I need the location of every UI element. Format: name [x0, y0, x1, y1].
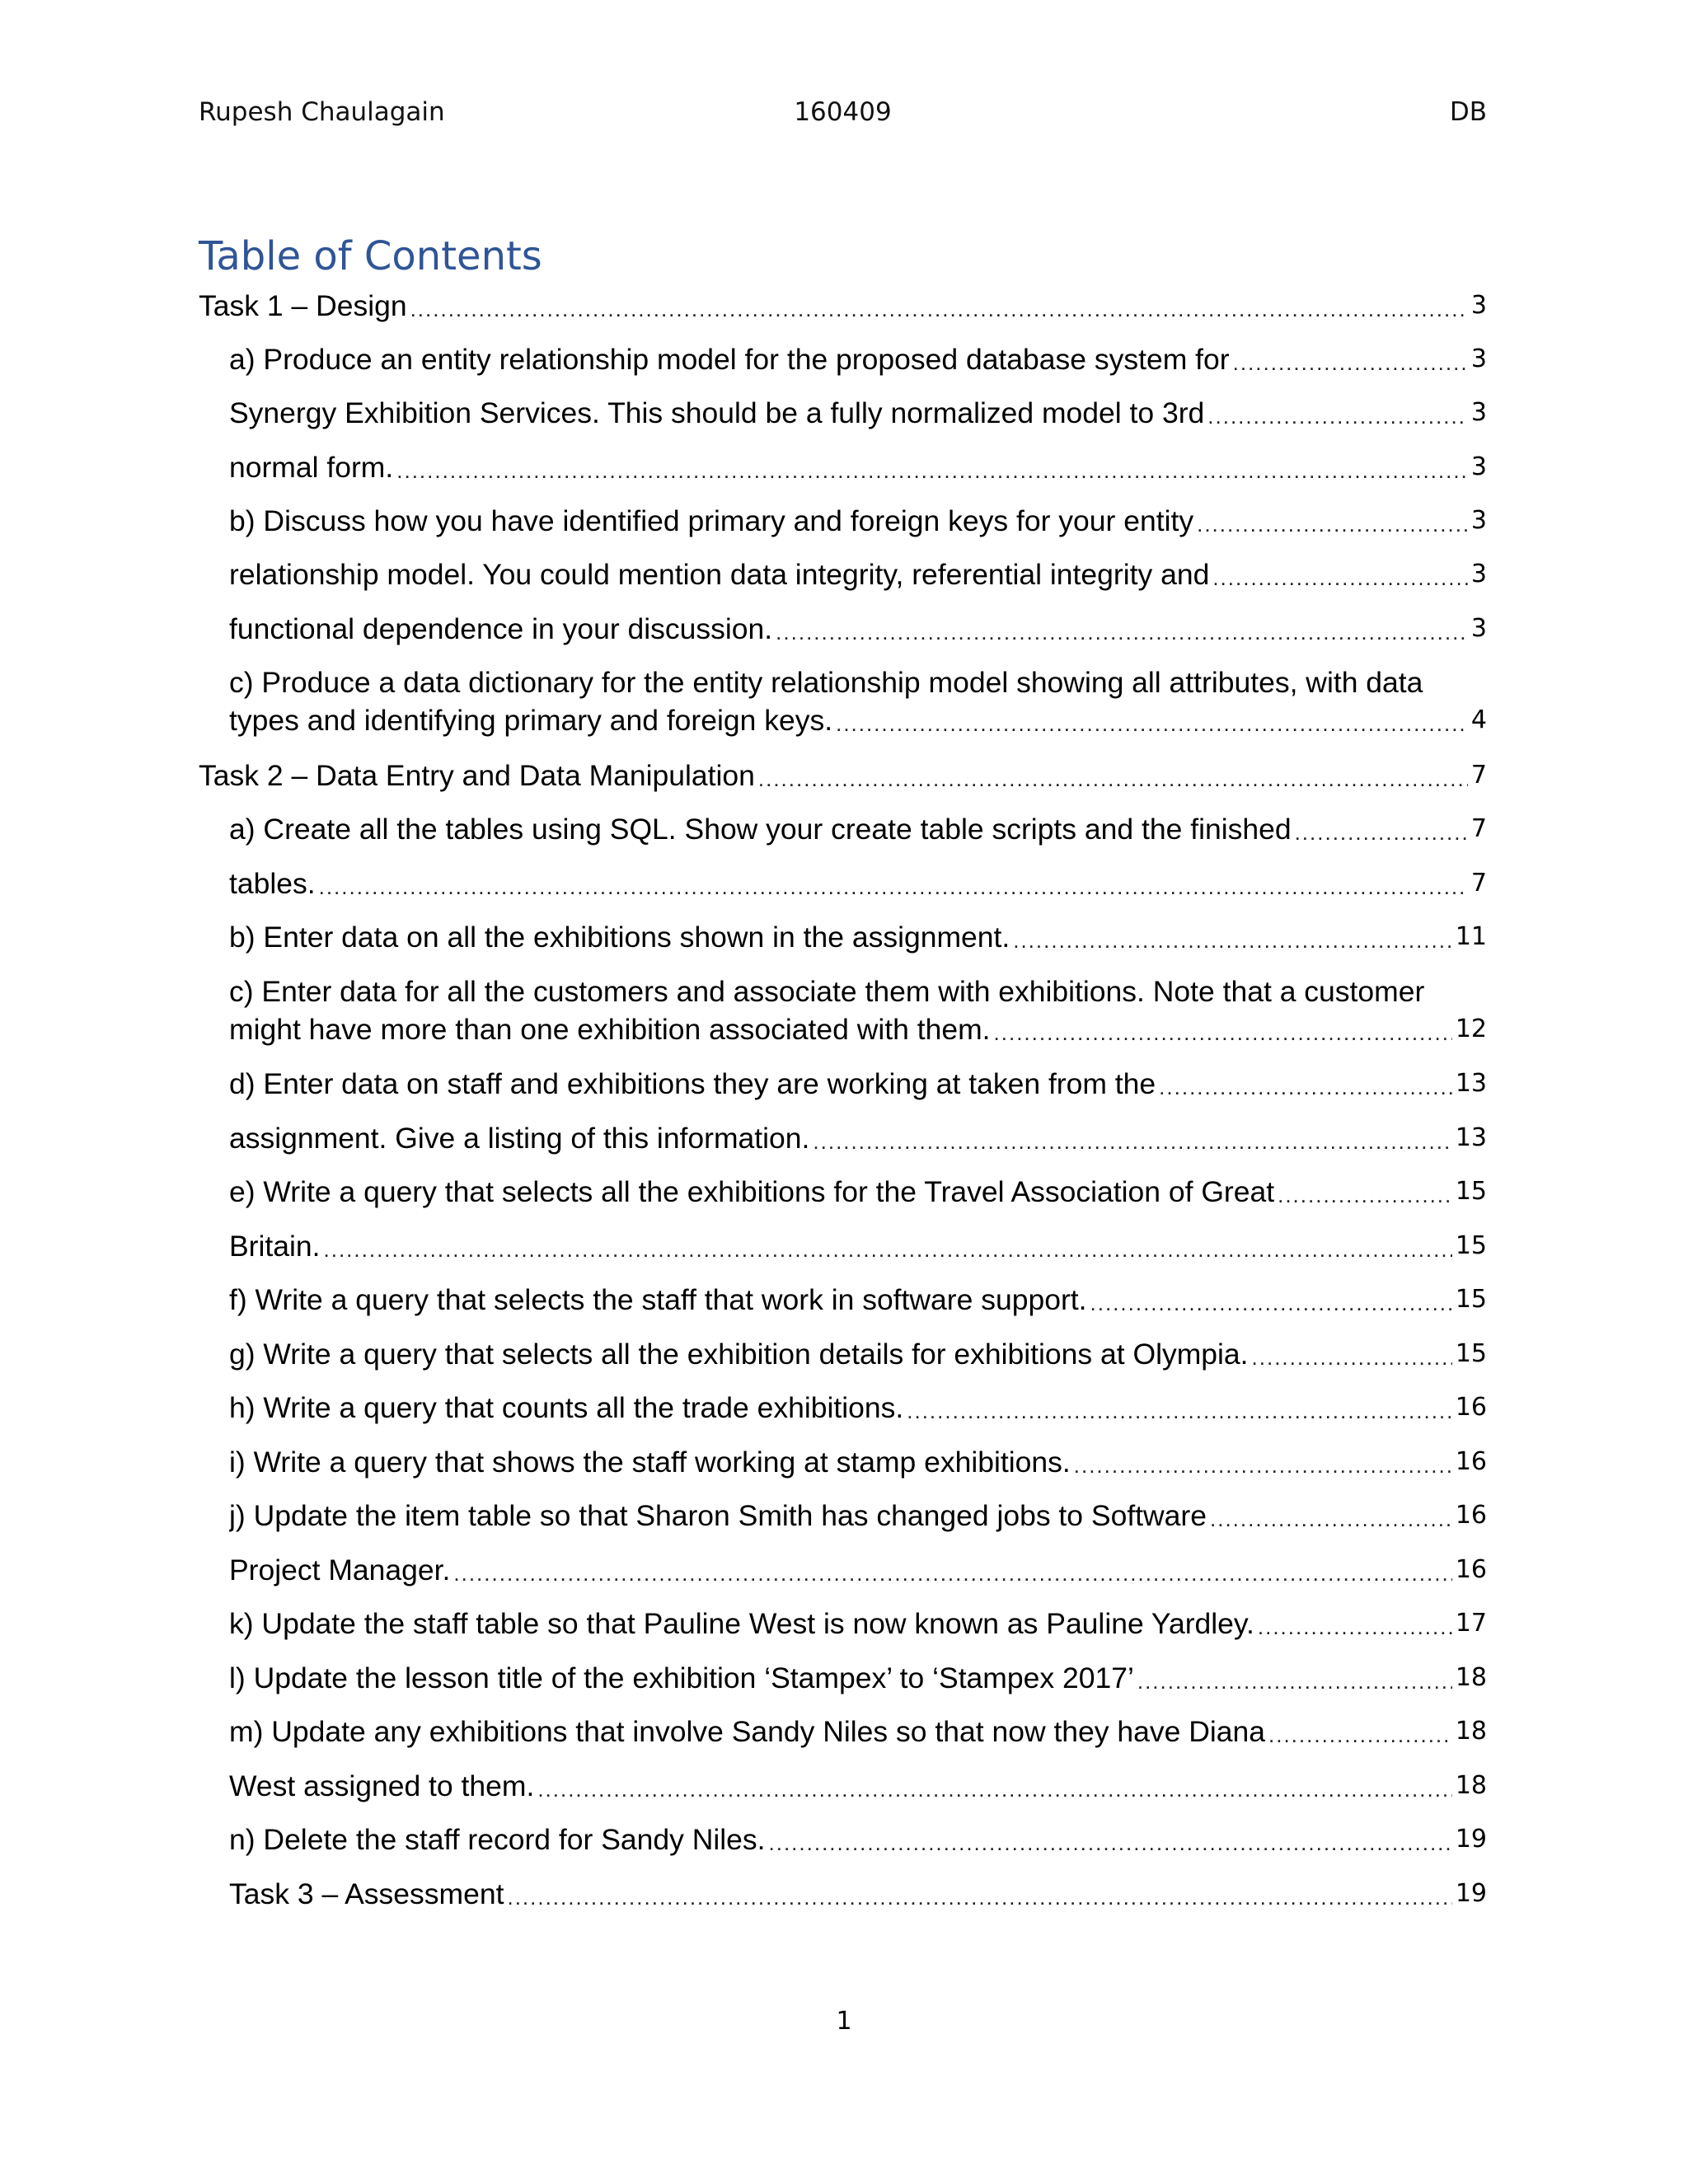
toc-entry-page: 15: [1455, 1231, 1487, 1260]
toc-leader: [1295, 824, 1468, 841]
toc-entry-page: 16: [1455, 1447, 1487, 1476]
toc-entry-page: 16: [1455, 1393, 1487, 1422]
toc-entry-page: 15: [1455, 1339, 1487, 1368]
toc-entry-text: assignment. Give a listing of this information.: [229, 1122, 810, 1155]
toc-leader: [537, 1781, 1452, 1797]
toc-entry[interactable]: [229, 610, 1487, 648]
toc-entry-page: 18: [1455, 1771, 1487, 1800]
toc-entry-page: 16: [1455, 1501, 1487, 1530]
toc-entry-text: g) Write a query that selects all the exhibition details for exhibitions at Olympia.: [229, 1338, 1249, 1371]
toc-leader: [1090, 1295, 1452, 1311]
toc-entry-page: 18: [1455, 1717, 1487, 1746]
toc-entry-text: b) Enter data on all the exhibitions shown in the assignment.: [229, 921, 1010, 954]
toc-entry[interactable]: [229, 1875, 1487, 1913]
toc-entry[interactable]: [199, 287, 1487, 325]
toc-leader: [1207, 408, 1468, 424]
toc-entry-page: 3: [1470, 291, 1487, 320]
toc-entry[interactable]: [229, 1443, 1487, 1481]
toc-entry-text-line1: c) Enter data for all the customers and associate them with exhibitions. Note that a customer: [229, 975, 1425, 1008]
toc-entry[interactable]: [229, 1389, 1487, 1427]
toc-leader: [1233, 354, 1468, 371]
toc-entry[interactable]: [229, 1605, 1487, 1643]
toc-entry[interactable]: [229, 918, 1487, 956]
toc-entry-text: Task 3 – Assessment: [229, 1877, 504, 1910]
toc-entry-page: 15: [1455, 1177, 1487, 1206]
toc-leader: [836, 715, 1468, 732]
toc-entry[interactable]: [229, 394, 1487, 432]
toc-leader: [324, 1241, 1452, 1258]
toc-entry-page: 3: [1470, 344, 1487, 373]
toc-entry-page: 12: [1455, 1015, 1487, 1043]
toc-entry-text: Task 1 – Design: [199, 289, 407, 322]
toc-entry-text: tables.: [229, 867, 316, 900]
toc-entry[interactable]: [229, 1551, 1487, 1589]
toc-entry[interactable]: [229, 1227, 1487, 1265]
toc-entry-text: types and identifying primary and foreign keys.: [229, 704, 833, 737]
toc-entry[interactable]: [229, 810, 1487, 848]
toc-entry-page: 16: [1455, 1555, 1487, 1584]
toc-entry-page: 7: [1470, 814, 1487, 843]
toc-entry[interactable]: [229, 972, 1487, 1048]
toc-leader: [507, 1889, 1451, 1905]
toc-entry-page: 3: [1470, 560, 1487, 588]
toc-entry-page: 3: [1470, 614, 1487, 643]
toc-leader: [1252, 1349, 1452, 1366]
toc-leader: [758, 771, 1468, 787]
header-student-id: 160409: [794, 97, 892, 127]
toc-leader: [1013, 932, 1452, 949]
toc-entry-page: 19: [1455, 1879, 1487, 1908]
toc-leader: [813, 1133, 1451, 1150]
toc-entry-text: might have more than one exhibition associated with them.: [229, 1013, 991, 1046]
toc-entry-text: h) Write a query that counts all the trade exhibitions.: [229, 1391, 904, 1424]
toc-entry-text: e) Write a query that selects all the exhibitions for the Travel Association of Great: [229, 1175, 1275, 1208]
toc-entry-text: West assigned to them.: [229, 1769, 535, 1802]
toc-entry[interactable]: [229, 1767, 1487, 1805]
toc-entry-page: 3: [1470, 452, 1487, 481]
toc-entry-text: normal form.: [229, 451, 394, 484]
toc-entry-page: 7: [1470, 869, 1487, 898]
toc-entry[interactable]: [229, 1659, 1487, 1697]
toc-entry-page: 3: [1470, 506, 1487, 535]
toc-entry[interactable]: [229, 1713, 1487, 1750]
toc-entry-page: 13: [1455, 1123, 1487, 1152]
toc-entry[interactable]: [199, 757, 1487, 794]
toc-entry-text: Task 2 – Data Entry and Data Manipulation: [199, 759, 755, 792]
header-author: Rupesh Chaulagain: [199, 97, 445, 127]
toc-entry[interactable]: [229, 1497, 1487, 1535]
toc-leader: [410, 301, 1468, 317]
toc-leader: [319, 879, 1468, 895]
toc-entry-text: n) Delete the staff record for Sandy Niles.: [229, 1823, 766, 1856]
toc-entry-text: relationship model. You could mention data integrity, referential integrity and: [229, 558, 1210, 591]
toc-entry[interactable]: [229, 1821, 1487, 1858]
toc-leader: [907, 1403, 1452, 1419]
toc-entry[interactable]: [229, 448, 1487, 486]
toc-leader: [1210, 1511, 1452, 1527]
toc-entry[interactable]: [229, 502, 1487, 540]
header-course: DB: [1449, 97, 1487, 127]
toc-entry-text: b) Discuss how you have identified primary and foreign keys for your entity: [229, 504, 1194, 537]
toc-entry-text: i) Write a query that shows the staff working at stamp exhibitions.: [229, 1446, 1071, 1479]
toc-entry-text: d) Enter data on staff and exhibitions they are working at taken from the: [229, 1067, 1156, 1100]
toc-leader: [1278, 1187, 1452, 1203]
toc-entry-page: 4: [1470, 705, 1487, 734]
toc-entry[interactable]: [229, 663, 1487, 739]
toc-entry[interactable]: [229, 555, 1487, 593]
toc-entry-text: functional dependence in your discussion.: [229, 612, 773, 645]
toc-entry-page: 11: [1455, 922, 1487, 951]
toc-entry-page: 13: [1455, 1069, 1487, 1098]
toc-entry-text: f) Write a query that selects the staff that work in software support.: [229, 1283, 1087, 1316]
toc-entry-text: Britain.: [229, 1230, 321, 1263]
toc-entry[interactable]: [229, 1335, 1487, 1373]
toc-entry-text: a) Produce an entity relationship model for the proposed database system for: [229, 343, 1230, 376]
toc-entry-page: 3: [1470, 398, 1487, 427]
toc-leader: [396, 462, 1468, 479]
toc-entry-page: 17: [1455, 1609, 1487, 1638]
toc-leader: [1258, 1619, 1452, 1635]
toc-leader: [1074, 1457, 1452, 1474]
toc-entry-text-line1: c) Produce a data dictionary for the entity relationship model showing all attributes, with data: [229, 666, 1423, 699]
toc-entry-text: k) Update the staff table so that Pauline West is now known as Pauline Yardley.: [229, 1607, 1254, 1640]
toc-leader: [453, 1565, 1451, 1582]
toc-entry-text: l) Update the lesson title of the exhibition ‘Stampex’ to ‘Stampex 2017’: [229, 1661, 1134, 1694]
toc-entry[interactable]: [229, 1119, 1487, 1157]
toc-leader: [1197, 516, 1468, 532]
toc-entry[interactable]: [229, 865, 1487, 902]
toc-leader: [769, 1835, 1452, 1851]
page-number: 1: [836, 2007, 852, 2036]
toc-entry[interactable]: [229, 340, 1487, 378]
toc-entry-page: 18: [1455, 1663, 1487, 1692]
toc-leader: [776, 624, 1468, 640]
toc-entry-text: Project Manager.: [229, 1554, 451, 1586]
toc-entry-page: 19: [1455, 1825, 1487, 1854]
toc-entry[interactable]: [229, 1173, 1487, 1211]
toc-entry-page: 7: [1470, 761, 1487, 790]
toc-leader: [994, 1024, 1452, 1041]
toc-title: Table of Contents: [199, 233, 542, 279]
toc-entry[interactable]: [229, 1281, 1487, 1319]
toc-entry-text: m) Update any exhibitions that involve Sandy Niles so that now they have Diana: [229, 1715, 1266, 1748]
toc-leader: [1159, 1079, 1452, 1095]
toc-entry-text: a) Create all the tables using SQL. Show your create table scripts and the finished: [229, 813, 1292, 846]
toc-entry-text: Synergy Exhibition Services. This should be a fully normalized model to 3rd: [229, 396, 1205, 429]
toc-entry-page: 15: [1455, 1285, 1487, 1314]
toc-leader: [1137, 1673, 1452, 1690]
toc-entry-text: j) Update the item table so that Sharon Smith has changed jobs to Software: [229, 1499, 1207, 1532]
toc-leader: [1212, 569, 1468, 586]
toc-entry[interactable]: [229, 1065, 1487, 1103]
toc-leader: [1268, 1727, 1452, 1743]
